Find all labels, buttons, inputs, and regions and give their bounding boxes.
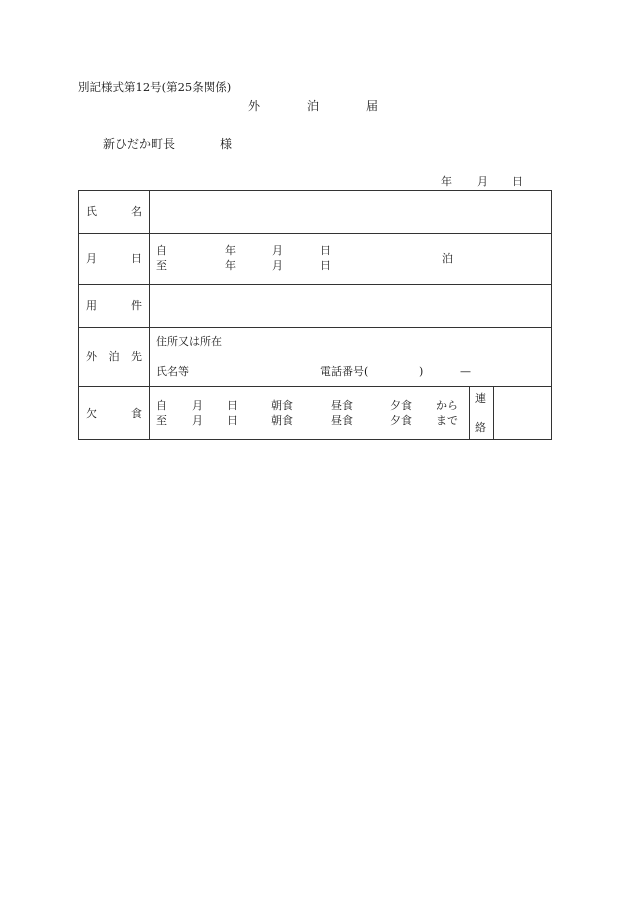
table-border-left — [78, 190, 79, 440]
meals-to-suffix: まで — [436, 414, 458, 427]
title-char-1: 外 — [248, 99, 261, 113]
meals-to-breakfast: 朝食 — [271, 414, 293, 427]
destination-address-label: 住所又は所在 — [156, 335, 222, 348]
destination-phone-close: ) — [419, 365, 424, 378]
meals-from-day: 日 — [227, 399, 238, 412]
meals-to-lunch: 昼食 — [331, 414, 353, 427]
meals-from-breakfast: 朝食 — [271, 399, 293, 412]
meals-to-dinner: 夕食 — [390, 414, 412, 427]
destination-phone-label: 電話番号( — [320, 365, 369, 378]
row-label-purpose: 用 件 — [86, 299, 142, 312]
table-border-right — [551, 190, 552, 440]
title-char-2: 泊 — [307, 99, 320, 113]
meals-from-lunch: 昼食 — [331, 399, 353, 412]
meals-to-month: 月 — [192, 414, 203, 427]
meals-from-dinner: 夕食 — [390, 399, 412, 412]
addressee-honorific: 様 — [220, 137, 233, 151]
row-label-dates: 月 日 — [86, 252, 142, 265]
row-label-meals: 欠 食 — [86, 407, 142, 420]
dates-from-year: 年 — [225, 244, 236, 257]
application-form-table — [78, 190, 552, 440]
dates-to-month: 月 — [272, 259, 283, 272]
dates-from-day: 日 — [320, 244, 331, 257]
meals-from-label: 自 — [156, 399, 167, 412]
meals-to-day: 日 — [227, 414, 238, 427]
meals-from-month: 月 — [192, 399, 203, 412]
contact-column-divider — [493, 386, 494, 439]
date-day-label: 日 — [512, 175, 523, 188]
dates-to-label: 至 — [156, 259, 167, 272]
date-year-label: 年 — [441, 175, 452, 188]
destination-phone-dash: — — [460, 365, 471, 378]
contact-column-divider — [469, 386, 470, 439]
dates-from-month: 月 — [272, 244, 283, 257]
nights-label: 泊 — [442, 252, 453, 265]
label-column-divider — [149, 190, 150, 440]
name-field[interactable] — [154, 194, 546, 230]
contact-field[interactable] — [496, 389, 548, 436]
destination-name-label: 氏名等 — [156, 365, 189, 378]
contact-label-2: 絡 — [475, 421, 486, 434]
dates-to-year: 年 — [225, 259, 236, 272]
purpose-field[interactable] — [154, 288, 546, 324]
meals-to-label: 至 — [156, 414, 167, 427]
form-title — [248, 100, 260, 112]
date-month-label: 月 — [477, 175, 488, 188]
title-char-3: 届 — [366, 99, 379, 113]
form-reference: 別記様式第12号(第25条関係) — [78, 80, 232, 94]
addressee-name: 新ひだか町長 — [103, 137, 176, 151]
dates-from-label: 自 — [156, 244, 167, 257]
contact-label-1: 連 — [475, 392, 486, 405]
dates-to-day: 日 — [320, 259, 331, 272]
meals-from-suffix: から — [436, 399, 458, 412]
row-label-name: 氏 名 — [86, 205, 142, 218]
row-label-destination: 外 泊 先 — [86, 350, 142, 363]
